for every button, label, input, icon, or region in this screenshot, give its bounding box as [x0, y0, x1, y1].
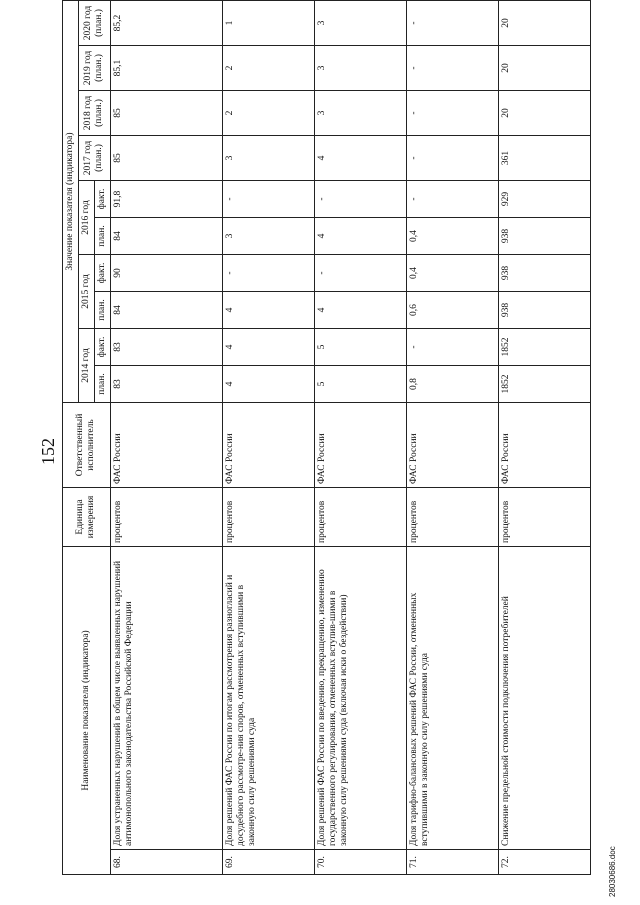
header-executor: Ответственный исполнитель	[63, 403, 111, 488]
indicator-table	[62, 0, 591, 875]
value-2015-plan: 938	[498, 292, 590, 329]
table-row	[314, 1, 406, 875]
value-2014-fact: 5	[314, 329, 406, 366]
value-2020-plan: -	[406, 1, 498, 46]
header-values-group: Значение показателя (индикатора)	[63, 1, 79, 403]
header-2015: 2015 год	[78, 255, 94, 329]
value-2015-plan: 4	[222, 292, 314, 329]
value-2019-plan: 2	[222, 46, 314, 91]
unit-cell: процентов	[110, 488, 222, 547]
table-row	[498, 1, 590, 875]
header-2018: 2018 год (план.)	[78, 91, 110, 136]
value-2014-fact: 1852	[498, 329, 590, 366]
value-2014-plan: 5	[314, 366, 406, 403]
table-header	[63, 1, 111, 875]
indicator-name: Доля устраненных нарушений в общем числе выявленных нарушений антимонопольного законодательства Российской Федерации	[110, 547, 222, 850]
header-2020: 2020 год (план.)	[78, 1, 110, 46]
indicator-name: Доля решений ФАС России по введению, прекращению, изменению государственного регулирования, отмененных вступив-шими в законную силу решениями суда (включая иски о бездействии)	[314, 547, 406, 850]
indicator-table-wrapper	[62, 0, 591, 875]
value-2016-fact: -	[314, 181, 406, 218]
value-2016-fact: -	[222, 181, 314, 218]
value-2015-plan: 0,6	[406, 292, 498, 329]
value-2016-plan: 3	[222, 218, 314, 255]
value-2015-fact: -	[222, 255, 314, 292]
value-2018-plan: 3	[314, 91, 406, 136]
header-2016-plan: план.	[94, 218, 110, 255]
row-number: 72.	[498, 850, 590, 875]
value-2018-plan: 20	[498, 91, 590, 136]
value-2018-plan: -	[406, 91, 498, 136]
unit-cell: процентов	[406, 488, 498, 547]
header-2015-fact: факт.	[94, 255, 110, 292]
value-2016-plan: 938	[498, 218, 590, 255]
executor-cell: ФАС России	[222, 403, 314, 488]
value-2015-plan: 4	[314, 292, 406, 329]
value-2016-plan: 84	[110, 218, 222, 255]
value-2015-fact: -	[314, 255, 406, 292]
header-2019: 2019 год (план.)	[78, 46, 110, 91]
header-unit: Единица измерения	[63, 488, 111, 547]
row-number: 71.	[406, 850, 498, 875]
value-2014-plan: 4	[222, 366, 314, 403]
value-2019-plan: 20	[498, 46, 590, 91]
table-row	[222, 1, 314, 875]
row-number: 68.	[110, 850, 222, 875]
value-2015-fact: 90	[110, 255, 222, 292]
row-number: 69.	[222, 850, 314, 875]
executor-cell: ФАС России	[406, 403, 498, 488]
table-row	[110, 1, 222, 875]
table-body	[110, 1, 590, 875]
value-2016-fact: 91,8	[110, 181, 222, 218]
header-2015-plan: план.	[94, 292, 110, 329]
value-2015-plan: 84	[110, 292, 222, 329]
value-2014-plan: 1852	[498, 366, 590, 403]
indicator-name: Снижение предельной стоимости подключения потребителей	[498, 547, 590, 850]
value-2020-plan: 85,2	[110, 1, 222, 46]
header-2017: 2017 год (план.)	[78, 136, 110, 181]
value-2015-fact: 938	[498, 255, 590, 292]
value-2020-plan: 20	[498, 1, 590, 46]
unit-cell: процентов	[222, 488, 314, 547]
value-2020-plan: 3	[314, 1, 406, 46]
value-2014-fact: -	[406, 329, 498, 366]
value-2016-fact: 929	[498, 181, 590, 218]
header-2016: 2016 год	[78, 181, 94, 255]
value-2014-fact: 83	[110, 329, 222, 366]
value-2019-plan: 85,1	[110, 46, 222, 91]
indicator-name: Доля решений ФАС России по итогам рассмотрения разногласий и досудебного рассмотре-ния споров, отмененных вступившими в законную силу решениями суда	[222, 547, 314, 850]
header-2014: 2014 год	[78, 329, 94, 403]
header-name: Наименование показателя (индикатора)	[63, 547, 111, 875]
value-2014-plan: 0,8	[406, 366, 498, 403]
value-2017-plan: 85	[110, 136, 222, 181]
table-row	[406, 1, 498, 875]
value-2020-plan: 1	[222, 1, 314, 46]
value-2017-plan: 361	[498, 136, 590, 181]
unit-cell: процентов	[314, 488, 406, 547]
value-2014-fact: 4	[222, 329, 314, 366]
executor-cell: ФАС России	[314, 403, 406, 488]
unit-cell: процентов	[498, 488, 590, 547]
value-2019-plan: -	[406, 46, 498, 91]
value-2019-plan: 3	[314, 46, 406, 91]
row-number: 70.	[314, 850, 406, 875]
value-2018-plan: 85	[110, 91, 222, 136]
header-2014-fact: факт.	[94, 329, 110, 366]
value-2017-plan: 3	[222, 136, 314, 181]
value-2017-plan: 4	[314, 136, 406, 181]
value-2014-plan: 83	[110, 366, 222, 403]
value-2015-fact: 0,4	[406, 255, 498, 292]
header-2016-fact: факт.	[94, 181, 110, 218]
header-2014-plan: план.	[94, 366, 110, 403]
value-2017-plan: -	[406, 136, 498, 181]
value-2016-fact: -	[406, 181, 498, 218]
executor-cell: ФАС России	[110, 403, 222, 488]
value-2018-plan: 2	[222, 91, 314, 136]
executor-cell: ФАС России	[498, 403, 590, 488]
page-number: 152	[38, 438, 58, 465]
indicator-name: Доля тарифно-балансовых решений ФАС России, отмененных вступившими в законную силу решениями суда	[406, 547, 498, 850]
value-2016-plan: 0,4	[406, 218, 498, 255]
document-footer-code: 28030686.doc	[608, 846, 617, 897]
value-2016-plan: 4	[314, 218, 406, 255]
